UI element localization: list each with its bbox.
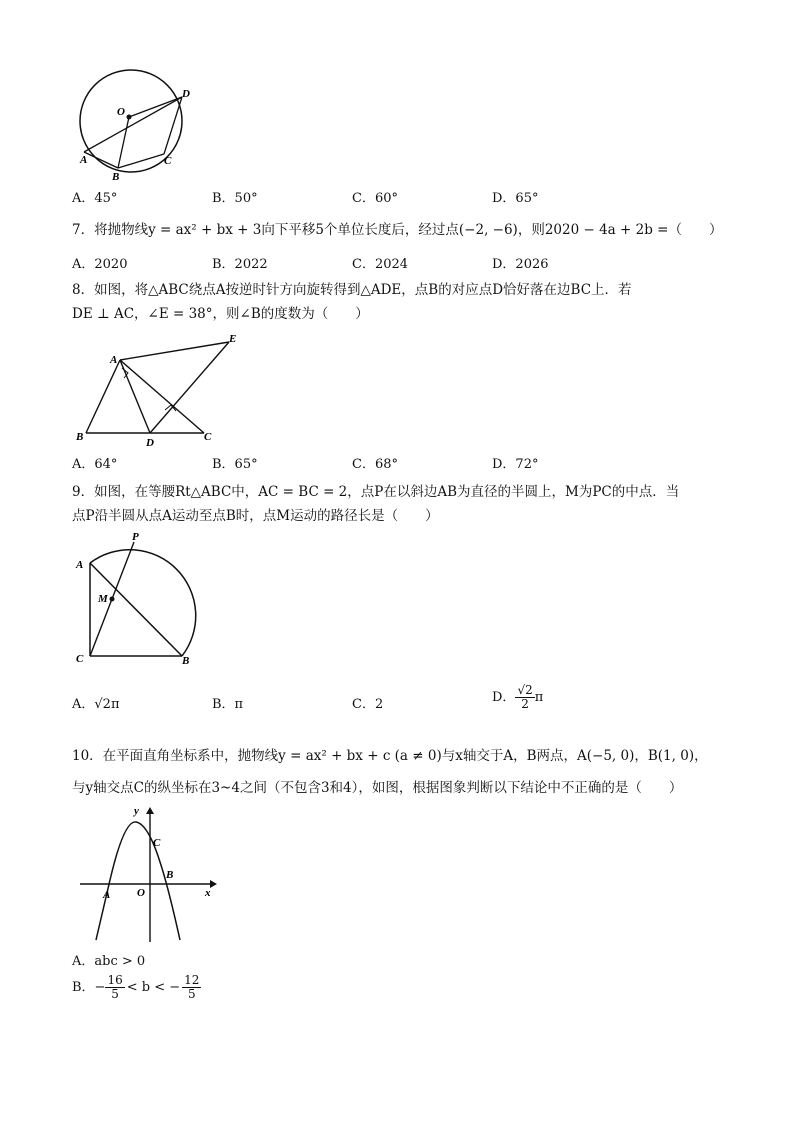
q8-option-c[interactable]: C．68° (352, 457, 398, 472)
q10-question-line1: 10．在平面直角坐标系中，抛物线y = ax² + bx + c (a ≠ 0)与x轴交于A，B两点，A(−5, 0)，B(1, 0)， (72, 748, 708, 764)
q10-label-A: A (103, 889, 111, 901)
q10-label-x: x (205, 887, 211, 899)
q6-label-A: A (80, 154, 88, 166)
q6-figure (76, 64, 200, 184)
q6-label-B: B (112, 171, 120, 183)
q9-option-d-suffix: π (534, 689, 544, 705)
q10-option-b-prefix: B．− (72, 979, 106, 995)
q8-option-a[interactable]: A．64° (72, 457, 118, 472)
q6-option-c[interactable]: C．60° (352, 191, 398, 206)
q9-option-b[interactable]: B．π (212, 697, 244, 712)
q8-question-line2: DE ⊥ AC，∠E = 38°，则∠B的度数为（ ） (72, 306, 369, 322)
q10-option-b-denominator-1: 5 (111, 986, 119, 1001)
q9-option-d-fraction (515, 684, 534, 710)
q7-question: 7．将抛物线y = ax² + bx + 3向下平移5个单位长度后，经过点(−2, −6)，则2020 − 4a + 2b =（ ） (72, 222, 723, 238)
q9-option-d-prefix: D． (492, 689, 516, 705)
q9-option-d-denominator: 2 (521, 696, 529, 711)
q8-label-C: C (204, 431, 212, 443)
q10-option-b-middle: < b < − (126, 979, 181, 995)
q9-label-B: B (182, 655, 190, 667)
q8-label-D: D (146, 437, 154, 449)
q9-option-d-numerator: √2 (517, 683, 533, 697)
q7-option-c[interactable]: C．2024 (352, 257, 409, 272)
q10-figure (70, 802, 220, 944)
q6-option-a[interactable]: A．45° (72, 191, 118, 206)
q10-label-B: B (166, 869, 174, 881)
q8-label-E: E (229, 333, 237, 345)
q9-question-line2: 点P沿半圆从点A运动至点B时，点M运动的路径长是（ ） (72, 508, 439, 524)
q10-label-O: O (137, 887, 145, 899)
q9-option-d[interactable] (492, 684, 543, 710)
q6-label-D: D (182, 88, 190, 100)
q9-option-c[interactable]: C．2 (352, 697, 384, 712)
q9-label-A: A (76, 559, 84, 571)
q8-figure (70, 330, 245, 450)
q9-option-a[interactable]: A．√2π (72, 697, 120, 712)
q10-option-b-denominator-2: 5 (187, 986, 196, 1001)
q9-label-P: P (132, 531, 139, 543)
q6-label-C: C (164, 155, 172, 167)
q10-label-C: C (153, 837, 161, 849)
q8-label-B: B (76, 431, 84, 443)
q10-option-b[interactable] (72, 974, 201, 1000)
q8-option-b[interactable]: B．65° (212, 457, 258, 472)
q7-option-d[interactable]: D．2026 (492, 257, 549, 272)
q6-option-d[interactable]: D．65° (492, 191, 539, 206)
q10-question-line2: 与y轴交点C的纵坐标在3~4之间（不包含3和4），如图，根据图象判断以下结论中不正确的是（ ） (72, 780, 683, 796)
q9-figure (70, 530, 210, 670)
q6-option-b[interactable]: B．50° (212, 191, 258, 206)
q7-option-b[interactable]: B．2022 (212, 257, 268, 272)
q9-question-line1: 9．如图，在等腰Rt△ABC中，AC = BC = 2，点P在以斜边AB为直径的半圆上，M为PC的中点．当 (72, 484, 680, 500)
q10-option-a[interactable]: A．abc > 0 (72, 954, 146, 969)
q9-label-M: M (98, 593, 108, 605)
q10-option-b-numerator-2: 12 (184, 973, 200, 987)
q7-option-a[interactable]: A．2020 (72, 257, 128, 272)
q10-option-b-fraction-2 (182, 974, 201, 1000)
q10-label-y: y (134, 805, 139, 817)
q6-label-O: O (117, 106, 125, 118)
q8-label-A: A (110, 354, 118, 366)
q8-question-line1: 8．如图，将△ABC绕点A按逆时针方向旋转得到△ADE，点B的对应点D恰好落在边BC上．若 (72, 282, 632, 298)
q9-label-C: C (76, 653, 84, 665)
q10-option-b-fraction-1 (105, 974, 124, 1000)
q10-option-b-numerator-1: 16 (107, 973, 123, 987)
q8-option-d[interactable]: D．72° (492, 457, 539, 472)
